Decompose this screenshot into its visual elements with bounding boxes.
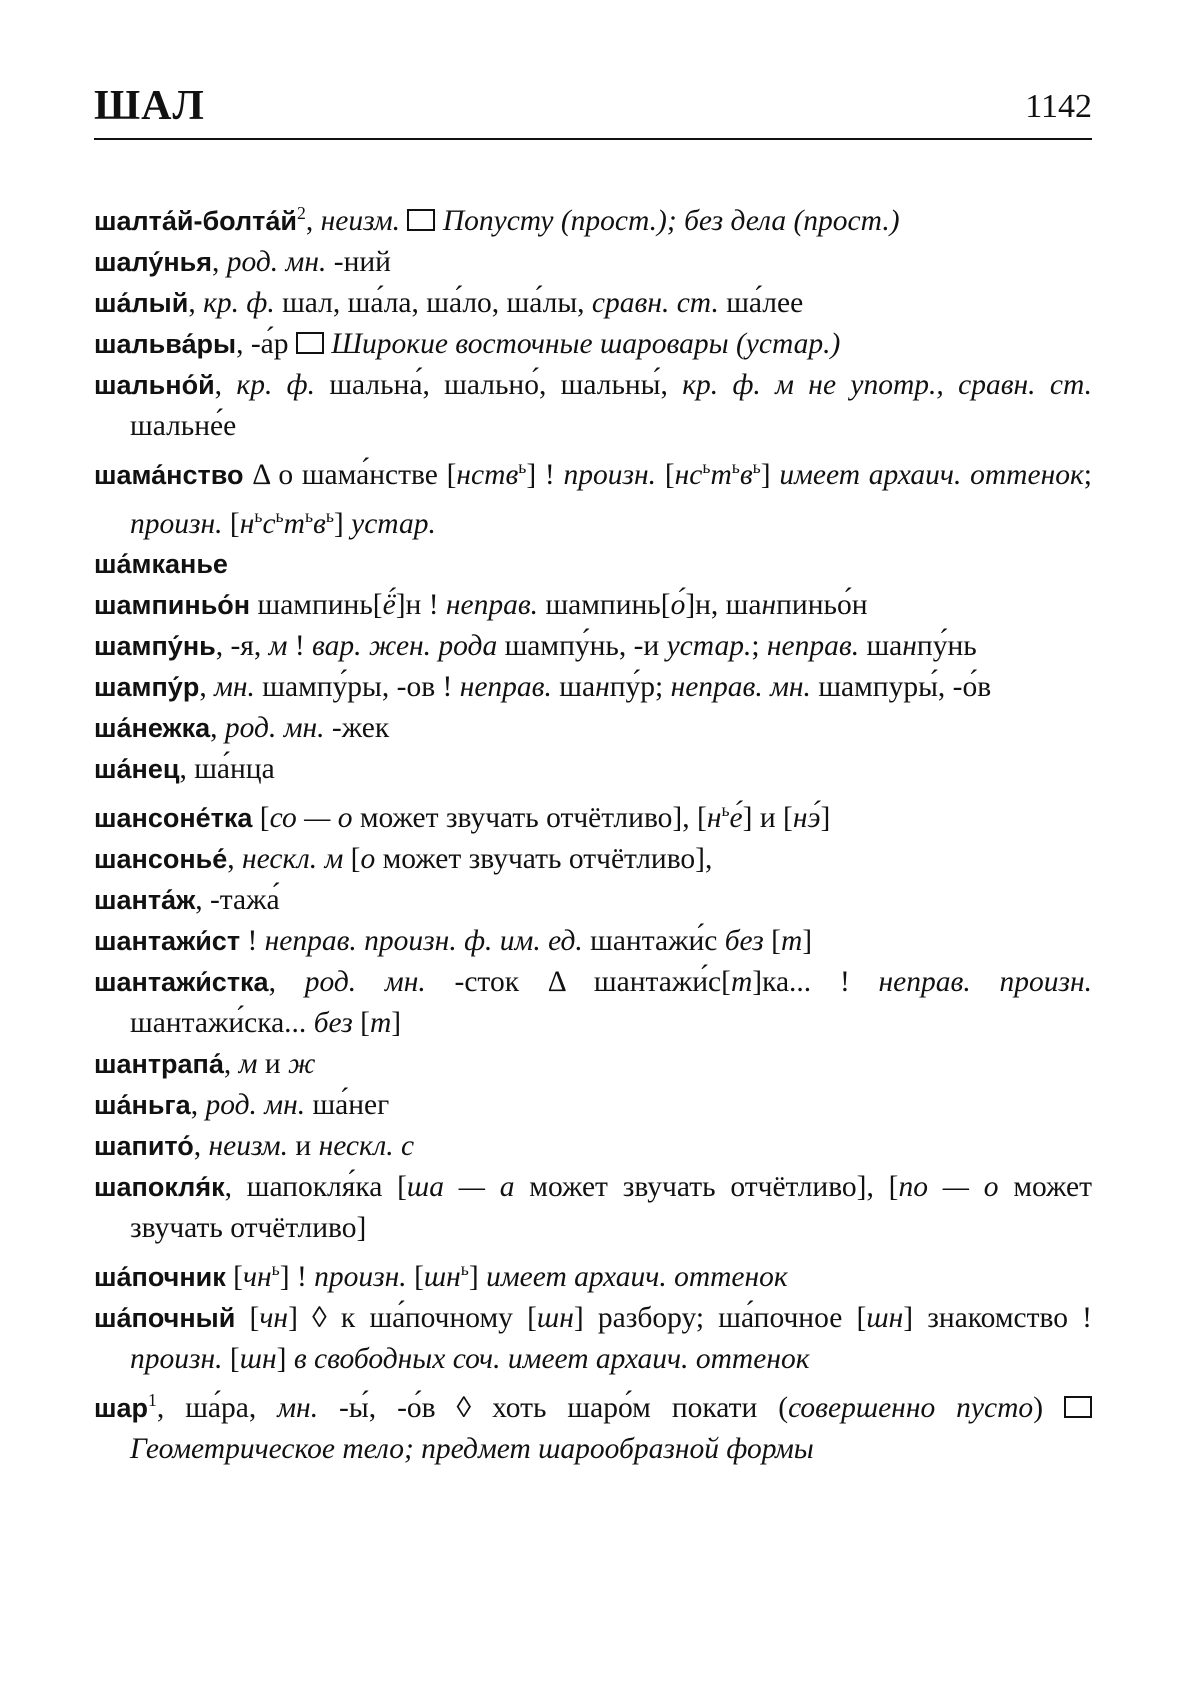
label-italic: н xyxy=(595,671,610,704)
label-italic: н xyxy=(706,802,722,835)
entry-text: ] знакомство ! xyxy=(903,1302,1093,1335)
entry-text: ] xyxy=(333,507,352,540)
entry-text: , -тажа́ xyxy=(195,884,280,917)
label-italic: шн xyxy=(536,1302,574,1335)
label-italic: неизм. xyxy=(320,204,401,237)
superscript: ь xyxy=(731,456,740,477)
headword: шантажи́стка xyxy=(94,967,269,998)
label-italic: кр. ф. xyxy=(203,286,275,319)
label-italic: т xyxy=(710,458,732,491)
label-italic: неправ. мн. xyxy=(670,671,811,704)
dictionary-entry xyxy=(94,962,1092,1044)
entry-text: ; xyxy=(1083,458,1092,491)
entry-text: Δ о шама́нстве [ xyxy=(243,458,457,491)
label-italic: с xyxy=(262,507,276,540)
superscript: ь xyxy=(752,456,761,477)
headword: шалта́й-болта́й xyxy=(94,205,297,236)
entry-text: -жек xyxy=(324,712,390,745)
label-italic: в свободных соч. имеет архаич. оттенок xyxy=(293,1343,810,1376)
entry-text: [ xyxy=(343,843,361,876)
superscript: ь xyxy=(275,505,284,526)
dictionary-entry xyxy=(94,242,1092,283)
label-italic: н xyxy=(239,507,255,540)
entry-text: ] xyxy=(820,802,831,835)
label-italic: род. мн. xyxy=(224,712,325,745)
label-italic: совершенно пусто xyxy=(788,1391,1034,1424)
label-italic: кр. ф. xyxy=(236,368,315,401)
header-rule xyxy=(94,138,1092,140)
entry-text: может звучать отчётливо], [ xyxy=(352,802,707,835)
superscript: ь xyxy=(702,456,711,477)
entry-text: ] разбору; ша́почное [ xyxy=(573,1302,867,1335)
headword: шально́й xyxy=(94,369,215,400)
entry-text: ] и [ xyxy=(742,802,793,835)
entry-text: ! xyxy=(287,630,313,663)
dictionary-entry xyxy=(94,1044,1092,1085)
label-italic: м xyxy=(238,1048,258,1081)
headword: шалу́нья xyxy=(94,246,212,277)
headword: ша́мканье xyxy=(94,549,228,580)
entry-text: [ xyxy=(225,1261,243,1294)
entry-text: шальна́, шально́, шальны́, xyxy=(314,368,683,401)
entry-text: ] xyxy=(468,1261,487,1294)
running-headword: ШАЛ xyxy=(94,83,205,129)
entry-text: ] ! xyxy=(526,458,564,491)
entry-text: шампу́ры, -ов ! xyxy=(254,671,460,704)
label-italic: со — о xyxy=(269,802,353,835)
label-italic: имеет архаич. оттенок xyxy=(779,458,1084,491)
dictionary-entry xyxy=(94,365,1092,447)
headword: ша́почник xyxy=(94,1262,226,1293)
headword: ша́лый xyxy=(94,287,189,318)
headword: шантрапа́ xyxy=(94,1049,224,1080)
entry-text: -ний xyxy=(326,245,391,278)
label-italic: Геометрическое тело; предмет шарообразной формы xyxy=(130,1432,814,1465)
dictionary-entry xyxy=(94,1167,1092,1249)
label-italic: н xyxy=(761,589,777,622)
label-italic: нс xyxy=(674,458,703,491)
label-italic: неправ. xyxy=(459,671,552,704)
entry-text: [ xyxy=(222,507,240,540)
entry-text: шал, ша́ла, ша́ло, ша́лы, xyxy=(274,286,592,319)
label-italic: сравн. ст. xyxy=(591,286,719,319)
label-italic: чн xyxy=(259,1302,289,1335)
superscript: ь xyxy=(271,1259,280,1280)
label-italic: шн xyxy=(239,1343,277,1376)
entry-text: [ xyxy=(763,925,781,958)
label-italic: неправ. произн. ф. им. ед. xyxy=(264,925,583,958)
entry-text: ша́лее xyxy=(718,286,804,319)
entry-text: , xyxy=(223,1048,239,1081)
entry-text: , xyxy=(227,843,243,876)
headword: шар xyxy=(94,1392,149,1423)
label-italic: чн xyxy=(242,1261,272,1294)
label-italic: е́ xyxy=(729,802,743,835)
entry-text: ] xyxy=(276,1343,294,1376)
label-italic: без xyxy=(724,925,764,958)
entry-text: , xyxy=(214,368,237,401)
headword: ша́ньга xyxy=(94,1090,191,1121)
entry-text: , xyxy=(268,966,305,999)
superscript: ь xyxy=(254,505,263,526)
label-italic: неизм. xyxy=(208,1130,289,1163)
dictionary-entry xyxy=(94,447,1092,545)
entry-text: может звучать отчётливо], xyxy=(375,843,713,876)
entry-text: и xyxy=(257,1048,289,1081)
entry-text: , ша́нца xyxy=(179,753,275,786)
headword: ша́почный xyxy=(94,1303,236,1334)
entry-text: шампуры́, -о́в xyxy=(810,671,992,704)
entry-text: , xyxy=(210,712,225,745)
label-italic: ё́ xyxy=(382,589,396,622)
label-italic: произн. xyxy=(314,1261,407,1294)
entry-text: ! xyxy=(240,925,265,958)
entry-text: -сток Δ шантажи́с[ xyxy=(425,966,731,999)
definition-box-icon xyxy=(1064,1396,1092,1418)
entry-text: ) xyxy=(1033,1391,1064,1424)
entry-text: , xyxy=(305,204,321,237)
entry-text: , -я, xyxy=(215,630,269,663)
entry-text: шампинь[ xyxy=(538,589,671,622)
label-italic: т xyxy=(780,925,803,958)
superscript: ь xyxy=(460,1259,469,1280)
dictionary-entry xyxy=(94,749,1092,790)
entry-text: [ xyxy=(406,1261,424,1294)
dictionary-entry xyxy=(94,1298,1092,1380)
label-italic: ша — а xyxy=(406,1171,515,1204)
entry-text: [ xyxy=(352,1007,370,1040)
headword: шанта́ж xyxy=(94,885,196,916)
headword: ша́нежка xyxy=(94,713,211,744)
label-italic: нств xyxy=(456,458,519,491)
dictionary-entry xyxy=(94,324,1092,365)
label-italic: т xyxy=(730,966,753,999)
entry-text: , ша́ра, xyxy=(156,1391,278,1424)
headword: ша́нец xyxy=(94,754,180,785)
label-italic: вар. жен. рода xyxy=(312,630,498,663)
headword: шампу́нь xyxy=(94,631,216,662)
headword: шансоне́тка xyxy=(94,803,253,834)
label-italic: о xyxy=(360,843,376,876)
entry-text: шантажи́ска... xyxy=(130,1007,314,1040)
page-number: 1142 xyxy=(1025,88,1092,125)
dictionary-entry xyxy=(94,667,1092,708)
entry-text: ] ! xyxy=(279,1261,315,1294)
label-italic: шн xyxy=(423,1261,461,1294)
label-italic: неправ. xyxy=(445,589,539,622)
headword: шальва́ры xyxy=(94,328,237,359)
entry-text: [ xyxy=(235,1302,260,1335)
entry-text: , -а́р xyxy=(236,327,296,360)
entry-text: , xyxy=(212,245,227,278)
headword: шама́нство xyxy=(94,459,244,490)
entry-text: ] xyxy=(391,1007,402,1040)
entry-text: может звучать отчётливо], [ xyxy=(514,1171,899,1204)
dictionary-entry xyxy=(94,708,1092,749)
entry-text: [ xyxy=(222,1343,240,1376)
label-italic: о́ xyxy=(670,589,686,622)
entry-text xyxy=(400,205,407,237)
label-italic: неправ. xyxy=(766,630,860,663)
headword: шантажи́ст xyxy=(94,926,241,957)
entry-text: ]ка... ! xyxy=(752,966,879,999)
headword: шампиньо́н xyxy=(94,590,251,621)
label-italic: род. мн. xyxy=(226,245,327,278)
headword: шансонье́ xyxy=(94,844,228,875)
entry-text: шантажи́с xyxy=(582,925,725,958)
label-italic: устар. xyxy=(666,630,752,663)
label-italic: в xyxy=(313,507,326,540)
label-italic: неправ. произн. xyxy=(878,966,1092,999)
superscript: ь xyxy=(325,505,334,526)
dictionary-entry xyxy=(94,1249,1092,1298)
entry-text: ] xyxy=(802,925,813,958)
label-italic: мн. xyxy=(214,671,255,704)
label-italic: род. мн. xyxy=(304,966,426,999)
superscript: ь xyxy=(721,800,730,821)
dictionary-entry xyxy=(94,921,1092,962)
superscript: ь xyxy=(518,456,527,477)
definition-box-icon xyxy=(407,209,435,231)
label-italic: по — о xyxy=(898,1171,999,1204)
entry-text: , xyxy=(199,671,215,704)
dictionary-entry xyxy=(94,839,1092,880)
entry-text: ]н, ша xyxy=(685,589,762,622)
entry-text: [ xyxy=(656,458,675,491)
superscript: 1 xyxy=(148,1390,157,1411)
entry-text: , xyxy=(193,1130,209,1163)
label-italic: нескл. м xyxy=(242,843,344,876)
entry-text: , xyxy=(188,286,204,319)
dictionary-entry xyxy=(94,193,1092,242)
headword: шапито́ xyxy=(94,1131,194,1162)
label-italic: имеет архаич. оттенок xyxy=(486,1261,788,1294)
dictionary-entry xyxy=(94,1126,1092,1167)
label-italic: в xyxy=(739,458,753,491)
label-italic: шн xyxy=(866,1302,904,1335)
entry-text: ]н ! xyxy=(395,589,446,622)
entry-text: пу́р; xyxy=(609,671,671,704)
label-italic: произн. xyxy=(130,507,223,540)
entry-text: пиньо́н xyxy=(776,589,868,622)
label-italic: Широкие восточные шаровары (устар.) xyxy=(323,327,841,360)
entry-text: ша́нег xyxy=(305,1089,390,1122)
entry-text: ша xyxy=(859,630,903,663)
entry-text: ; xyxy=(751,630,767,663)
label-italic: нэ́ xyxy=(792,802,821,835)
label-italic: без xyxy=(313,1007,353,1040)
superscript: ь xyxy=(304,505,314,526)
label-italic: род. мн. xyxy=(205,1089,306,1122)
entry-text: , шапокля́ка [ xyxy=(224,1171,407,1204)
dictionary-entry xyxy=(94,626,1092,667)
entry-text: ] ◊ к ша́почному [ xyxy=(288,1302,537,1335)
page-header xyxy=(94,82,1092,132)
superscript: 2 xyxy=(297,203,306,223)
dictionary-entry xyxy=(94,880,1092,921)
label-italic: произн. xyxy=(563,458,657,491)
label-italic: кр. ф. м не употр., сравн. ст. xyxy=(682,368,1092,401)
label-italic: ж xyxy=(288,1048,316,1081)
dictionary-entry xyxy=(94,544,1092,585)
label-italic: м xyxy=(268,630,288,663)
entry-text: пу́нь xyxy=(916,630,977,663)
dictionary-entry xyxy=(94,790,1092,839)
label-italic: т xyxy=(369,1007,392,1040)
headword: шампу́р xyxy=(94,672,200,703)
entry-text: -ы́, -о́в ◊ хоть шаро́м покати ( xyxy=(318,1391,789,1424)
label-italic: н xyxy=(902,630,917,663)
entry-text: шампинь[ xyxy=(250,589,383,622)
entry-text: ша xyxy=(551,671,596,704)
entry-text: может звучать отчётливо] xyxy=(130,1171,1092,1245)
label-italic: произн. xyxy=(130,1343,223,1376)
entry-text: шампу́нь, -и xyxy=(497,630,667,663)
headword: шапокля́к xyxy=(94,1172,225,1203)
entry-text: и xyxy=(288,1130,319,1163)
dictionary-entry xyxy=(94,585,1092,626)
entry-text: шальне́е xyxy=(130,409,237,442)
dictionary-entry xyxy=(94,1085,1092,1126)
entry-list xyxy=(94,193,1092,1470)
label-italic: нескл. с xyxy=(318,1130,415,1163)
label-italic: т xyxy=(283,507,305,540)
definition-box-icon xyxy=(296,332,324,354)
label-italic: Попусту (прост.); без дела (прост.) xyxy=(435,204,900,237)
label-italic: мн. xyxy=(277,1391,319,1424)
entry-text: ] xyxy=(760,458,780,491)
dictionary-entry xyxy=(94,1380,1092,1470)
dictionary-entry xyxy=(94,283,1092,324)
entry-text: [ xyxy=(252,802,270,835)
label-italic: устар. xyxy=(351,507,436,540)
entry-text: , xyxy=(190,1089,206,1122)
